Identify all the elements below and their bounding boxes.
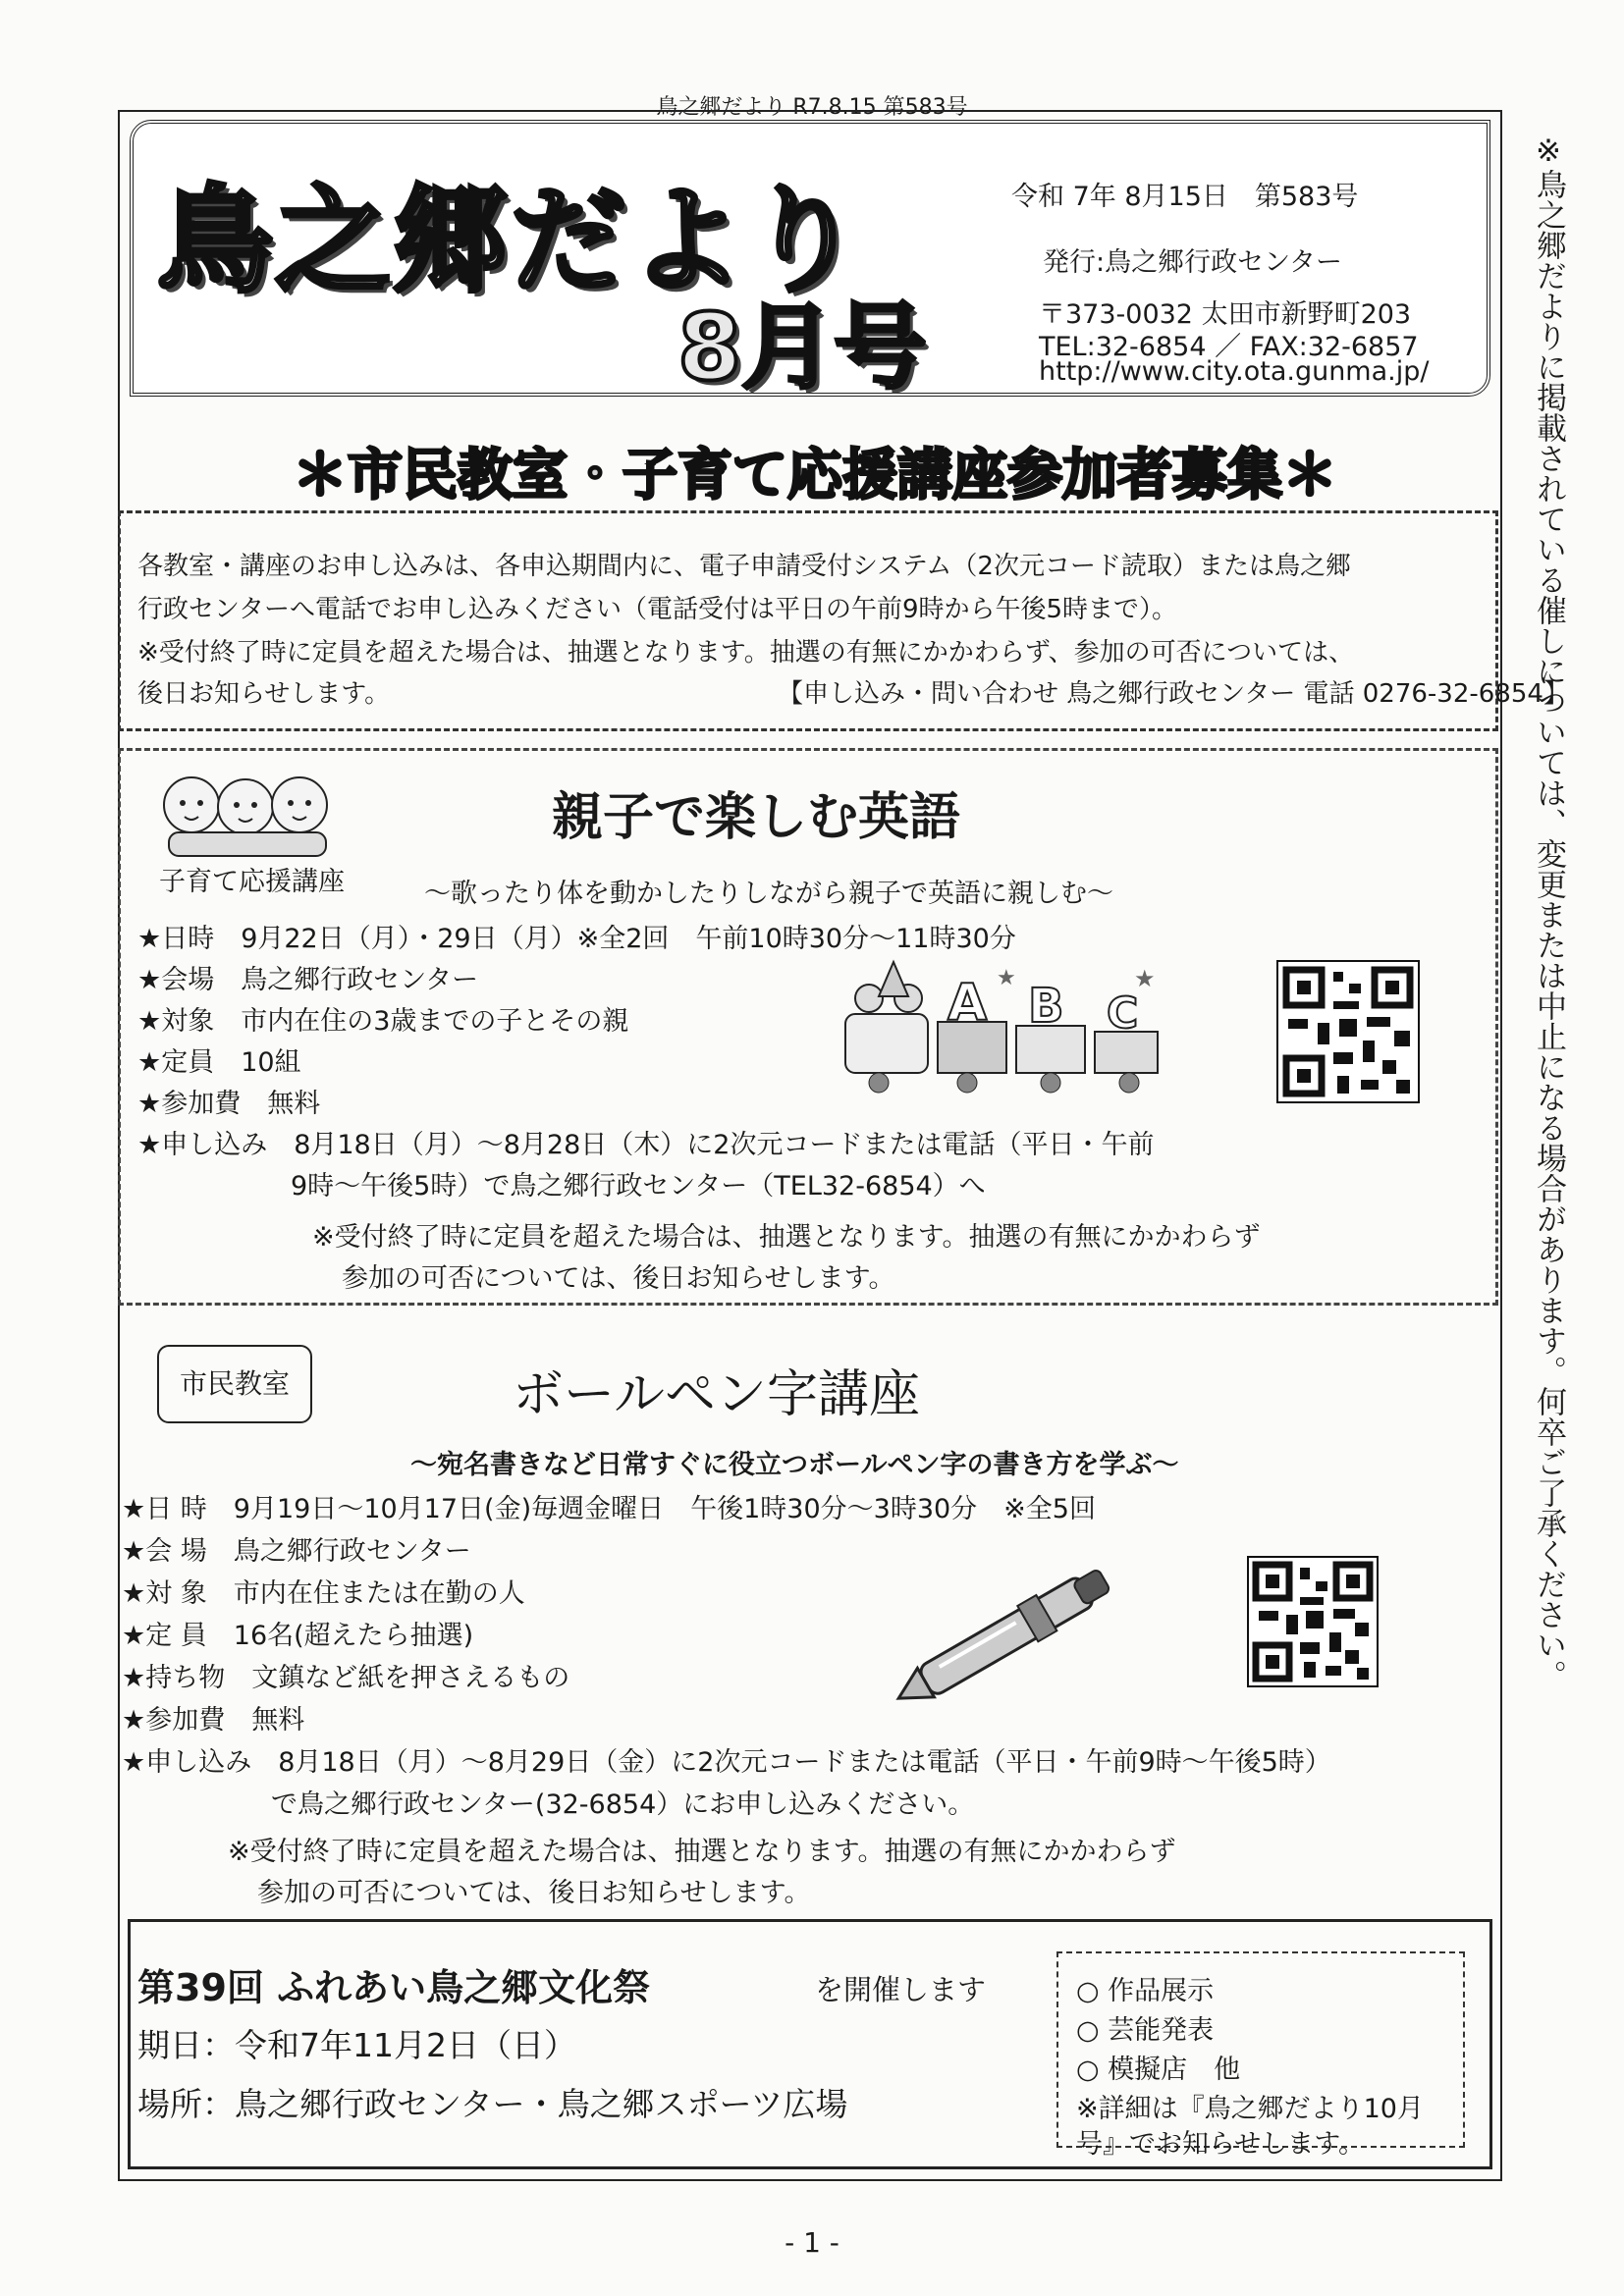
program-item: ○ 作品展示 [1076, 1976, 1215, 2006]
abc-train-illustration [839, 957, 1173, 1104]
qr-code-icon[interactable] [1247, 1556, 1379, 1687]
course-detail: ★日 時 9月19日～10月17日(金)毎週金曜日 午後1時30分～3時30分 ※全5回 [122, 1494, 1096, 1524]
course-category-badge: 市民教室 [157, 1345, 312, 1423]
program-note: ※詳細は『鳥之郷だより10月 [1076, 2094, 1424, 2124]
course-detail-cont: で鳥之郷行政センター(32-6854）にお申し込みください。 [271, 1789, 975, 1820]
course-detail: ★対象 市内在住の3歳までの子とその親 [137, 1006, 629, 1037]
course-detail: ★参加費 無料 [137, 1089, 321, 1119]
notice-line: 行政センターへ電話でお申し込みください（電話受付は平日の午前9時から午後5時まで）。 [137, 595, 1178, 624]
course-detail: ★対 象 市内在住または在勤の人 [122, 1578, 525, 1609]
course-note: ※受付終了時に定員を超えた場合は、抽選となります。抽選の有無にかかわらず [228, 1837, 1176, 1867]
notice-line: ※受付終了時に定員を超えた場合は、抽選となります。抽選の有無にかかわらず、参加の可否については、 [137, 638, 1355, 667]
course-tagline: ～宛名書きなど日常すぐに役立つボールペン字の書き方を学ぶ～ [410, 1450, 1179, 1480]
course-detail: ★会場 鳥之郷行政センター [137, 965, 479, 995]
letter-c: C [1107, 988, 1139, 1039]
qr-code-icon[interactable] [1276, 960, 1420, 1103]
side-note-vertical: ※鳥之郷だよりに掲載されている催しについては、変更または中止になる場合があります。何卒ご了承ください。 [1531, 133, 1566, 1690]
course-tagline: ～歌ったり体を動かしたりしながら親子で英語に親しむ～ [424, 879, 1113, 909]
svg-text:★: ★ [997, 966, 1016, 990]
course-detail: ★定員 10組 [137, 1047, 301, 1078]
course-detail: ★持ち物 文鎮など紙を押さえるもの [122, 1663, 570, 1693]
course-note: 参加の可否については、後日お知らせします。 [342, 1263, 895, 1294]
course-note: 参加の可否については、後日お知らせします。 [257, 1878, 811, 1908]
issue-month: 8月号 [677, 294, 927, 401]
festival-title: 第39回 ふれあい鳥之郷文化祭 [137, 1966, 651, 2009]
svg-text:★: ★ [1134, 965, 1156, 992]
recruitment-banner: ＊市民教室・子育て応援講座参加者募集＊ [293, 444, 1337, 507]
course-category: 子育て応援講座 [159, 867, 345, 897]
course-detail: ★参加費 無料 [122, 1705, 305, 1735]
course-detail: ★申し込み 8月18日（月）～8月28日（木）に2次元コードまたは電話（平日・午前 [137, 1130, 1155, 1160]
address: 〒373-0032 太田市新野町203 [1039, 299, 1412, 330]
website-url: http://www.city.ota.gunma.jp/ [1039, 356, 1430, 387]
publisher: 発行:鳥之郷行政センター [1043, 247, 1343, 278]
festival-place: 場所：鳥之郷行政センター・鳥之郷スポーツ広場 [137, 2085, 848, 2123]
course-detail: ★会 場 鳥之郷行政センター [122, 1536, 471, 1567]
course-detail: ★申し込み 8月18日（月）～8月29日（金）に2次元コードまたは電話（平日・午前9時～午後5時） [122, 1747, 1331, 1778]
course-detail: ★定 員 16名(超えたら抽選) [122, 1621, 474, 1651]
festival-date: 期日：令和7年11月2日（日） [137, 2026, 576, 2064]
festival-title-suffix: を開催します [815, 1973, 987, 2006]
babies-illustration [147, 766, 344, 864]
notice-line: 後日お知らせします。 [137, 679, 391, 709]
contact-line: 【申し込み・問い合わせ 鳥之郷行政センター 電話 0276-32-6854】 [778, 679, 1569, 709]
newsletter-title: 鳥之郷だより [157, 173, 865, 308]
course-detail-cont: 9時～午後5時）で鳥之郷行政センター（TEL32-6854）へ [291, 1171, 986, 1201]
running-head: 鳥之郷だより R7.8.15 第583号 [656, 95, 968, 120]
course-title: ボールペン字講座 [513, 1365, 920, 1424]
letter-a: A [947, 974, 988, 1033]
course-detail: ★日時 9月22日（月）・29日（月）※全2回 午前10時30分～11時30分 [137, 924, 1016, 954]
program-item: ○ 模擬店 他 [1076, 2055, 1241, 2085]
program-item: ○ 芸能発表 [1076, 2015, 1215, 2046]
notice-line: 各教室・講座のお申し込みは、各申込期間内に、電子申請受付システム（2次元コード読取）または鳥之郷 [137, 552, 1351, 581]
issue-line: 令和 7年 8月15日 第583号 [1011, 182, 1359, 212]
course-title: 親子で楽しむ英語 [552, 788, 961, 847]
page-number: - 1 - [785, 2226, 839, 2259]
letter-b: B [1028, 979, 1064, 1034]
program-note: 号』でお知らせします。 [1076, 2129, 1366, 2160]
course-note: ※受付終了時に定員を超えた場合は、抽選となります。抽選の有無にかかわらず [312, 1222, 1261, 1253]
pen-illustration [884, 1556, 1139, 1713]
tel-fax: TEL:32-6854 ／ FAX:32-6857 [1039, 332, 1419, 362]
